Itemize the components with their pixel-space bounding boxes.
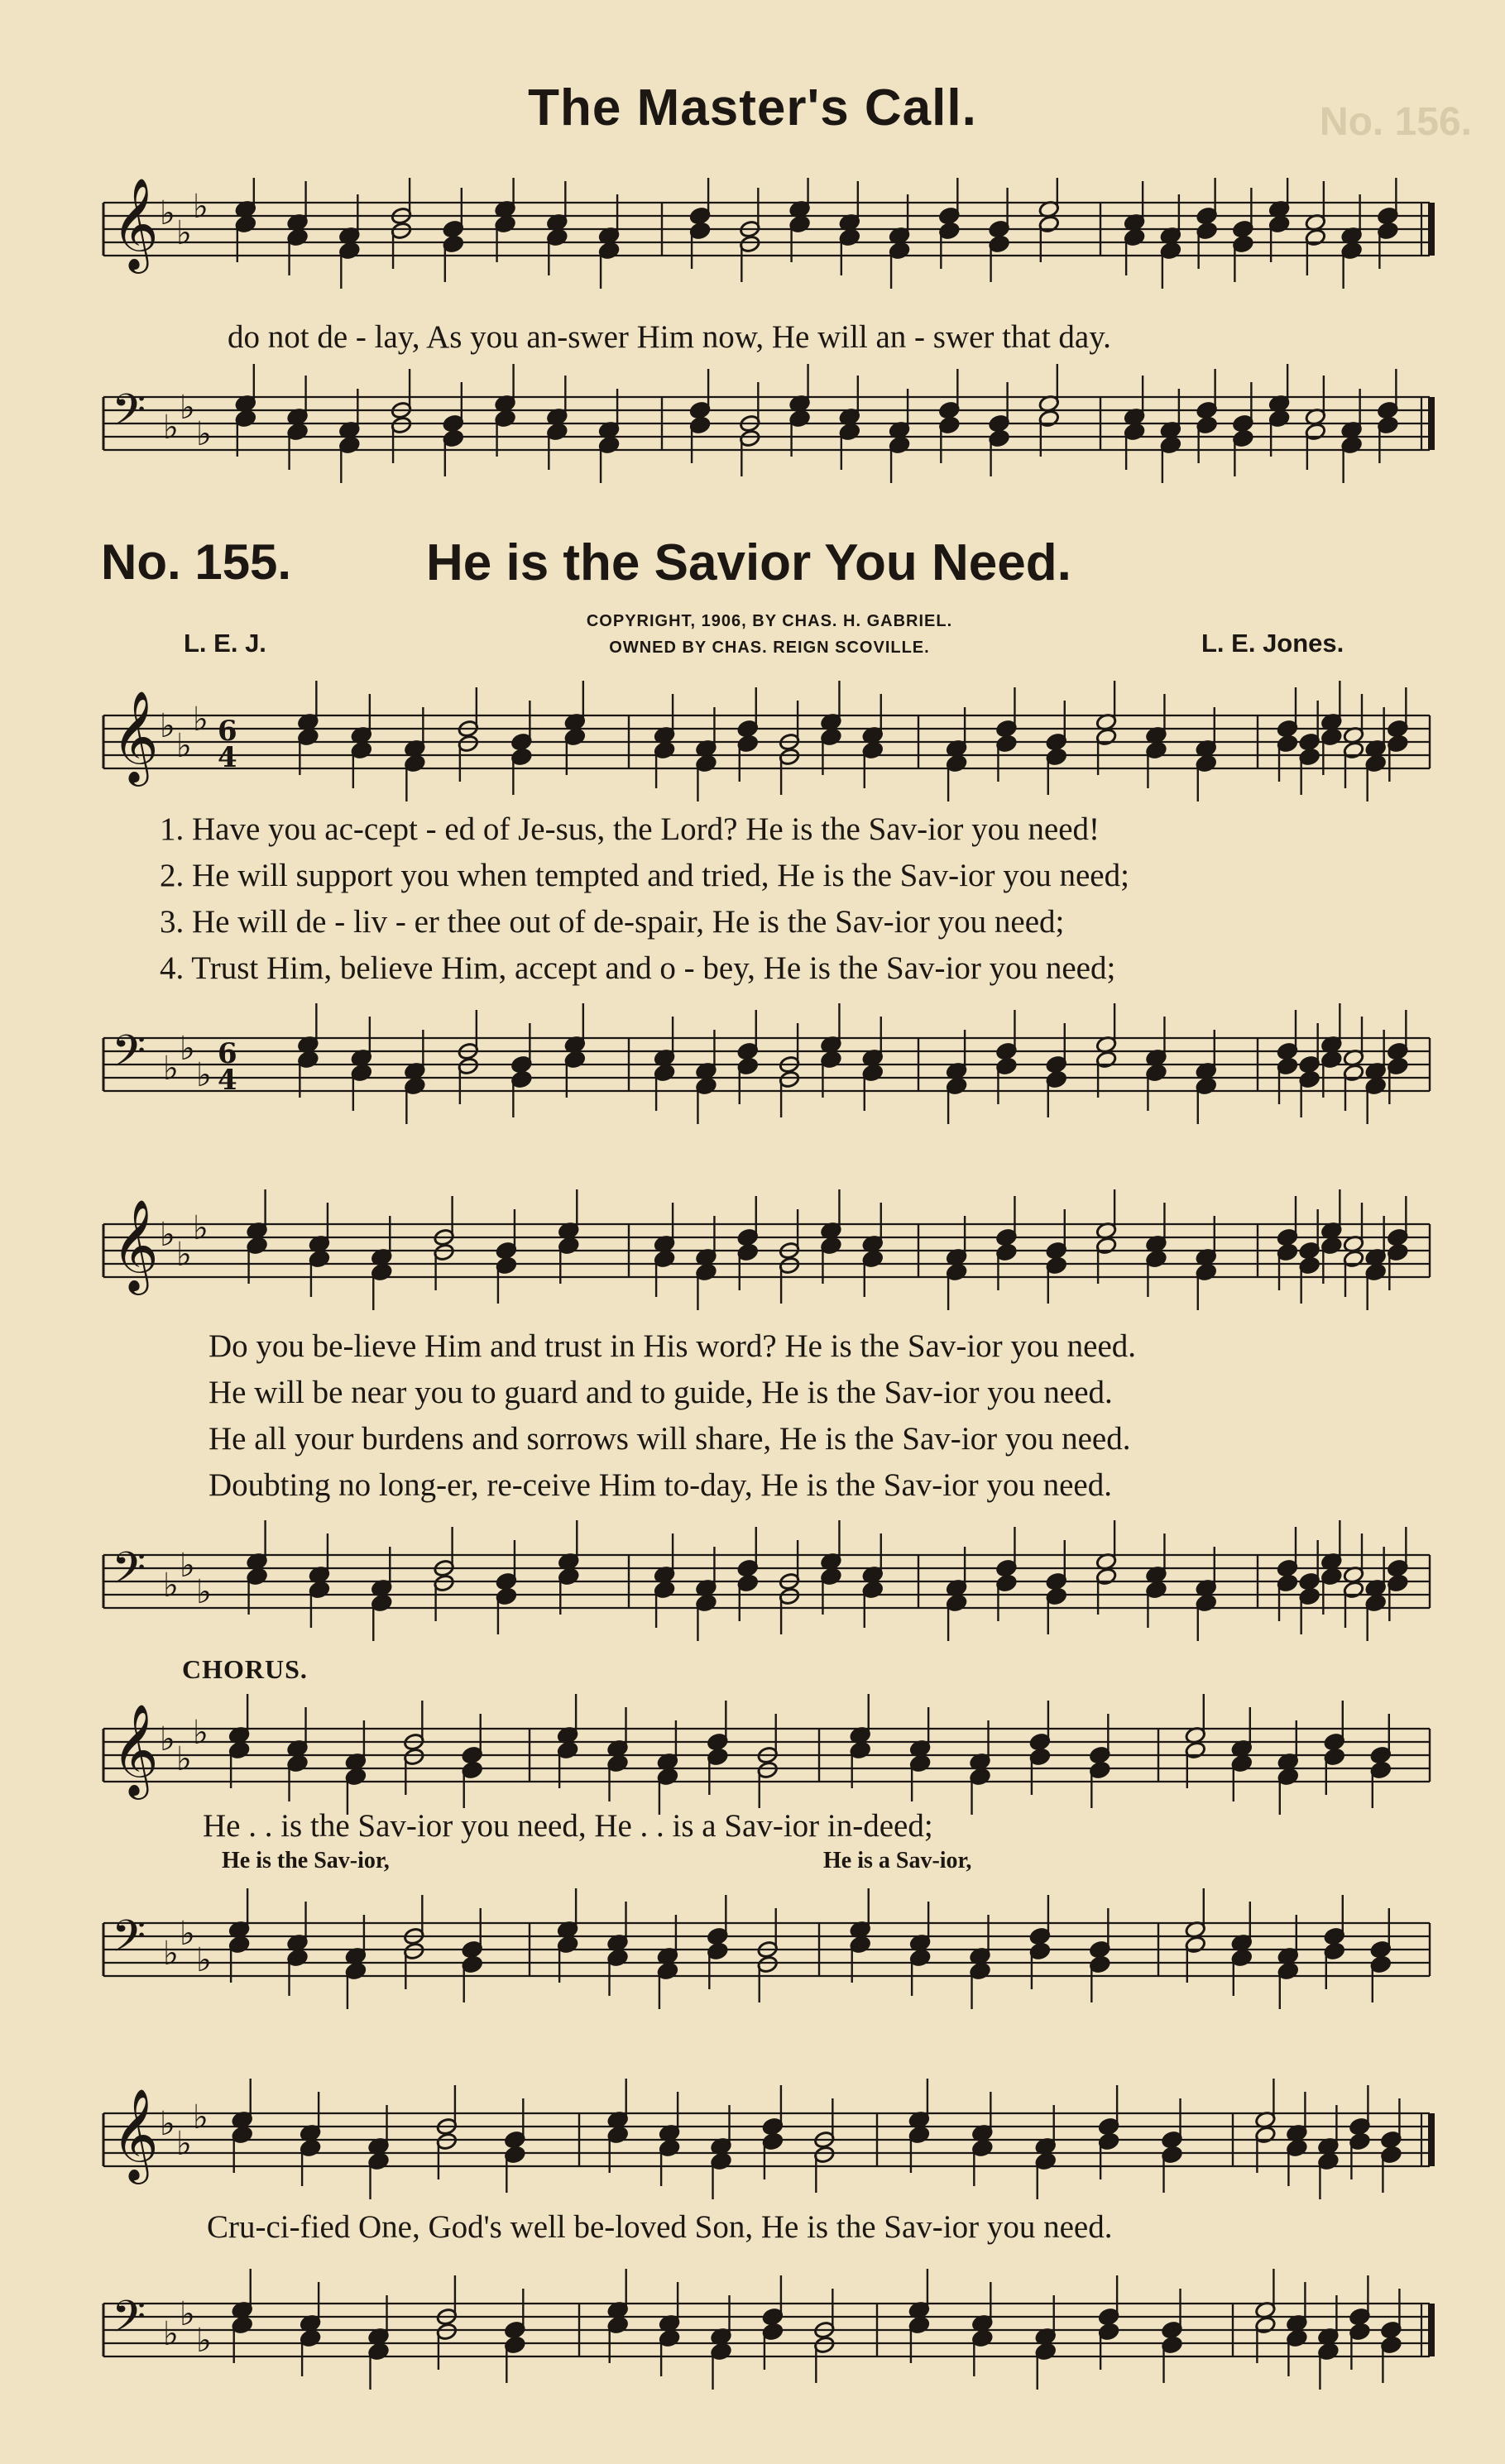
svg-text:𝄢: 𝄢 xyxy=(112,385,146,447)
system3-bass-staff xyxy=(0,1505,1505,1671)
svg-text:♭: ♭ xyxy=(180,1547,195,1585)
svg-text:𝄞: 𝄞 xyxy=(112,2088,159,2180)
svg-text:♭: ♭ xyxy=(196,2322,212,2360)
svg-text:♭: ♭ xyxy=(163,1567,179,1605)
verse-2-line-b: He will be near you to guard and to guide, He is the Sav-ior you need. xyxy=(208,1375,1113,1410)
bleed-through-mark: No. 156. xyxy=(1319,100,1472,144)
svg-text:♭: ♭ xyxy=(160,1216,175,1254)
hymn-number: No. 155. xyxy=(101,534,292,590)
svg-text:♭: ♭ xyxy=(180,1030,195,1068)
verse-4-line-a: 4. Trust Him, believe Him, accept and o - bey, He is the Sav-ior you need; xyxy=(160,950,1116,986)
svg-text:♭: ♭ xyxy=(196,415,212,453)
svg-text:♭: ♭ xyxy=(160,707,175,745)
final-bass-staff xyxy=(0,2254,1505,2419)
svg-text:♭: ♭ xyxy=(176,214,192,252)
svg-text:𝄞: 𝄞 xyxy=(112,690,159,782)
system2-bass-staff xyxy=(0,988,1505,1154)
svg-text:♭: ♭ xyxy=(193,2098,208,2136)
svg-text:♭: ♭ xyxy=(180,389,195,427)
svg-text:♭: ♭ xyxy=(193,701,208,739)
verse-3-line-a: 3. He will de - liv - er thee out of de-spair, He is the Sav-ior you need; xyxy=(160,904,1065,940)
lyricist-credit: L. E. J. xyxy=(184,629,266,658)
svg-text:♭: ♭ xyxy=(163,1050,179,1088)
svg-text:♭: ♭ xyxy=(193,188,208,226)
final-treble-staff xyxy=(0,2064,1505,2229)
verse-1-line-b: Do you be-lieve Him and trust in His word? He is the Sav-ior you need. xyxy=(208,1328,1137,1364)
svg-text:♭: ♭ xyxy=(176,2125,192,2163)
top-piece-title: The Master's Call. xyxy=(528,79,977,136)
svg-text:♭: ♭ xyxy=(160,2105,175,2143)
svg-text:4: 4 xyxy=(218,741,237,774)
composer-credit: L. E. Jones. xyxy=(1201,629,1344,658)
owner-line: OWNED BY CHAS. REIGN SCOVILLE. xyxy=(609,639,930,657)
svg-text:♭: ♭ xyxy=(180,1915,195,1953)
chorus-line-2: Cru-ci-fied One, God's well be-loved Son, He is the Sav-ior you need. xyxy=(207,2209,1113,2245)
svg-text:𝄞: 𝄞 xyxy=(112,1703,159,1796)
svg-text:♭: ♭ xyxy=(163,2315,179,2353)
copyright-line: COPYRIGHT, 1906, BY CHAS. H. GABRIEL. xyxy=(586,612,953,630)
verse-1-line-a: 1. Have you ac-cept - ed of Je-sus, the Lord? He is the Sav-ior you need! xyxy=(160,811,1100,847)
svg-text:♭: ♭ xyxy=(180,2295,195,2333)
svg-text:♭: ♭ xyxy=(160,1720,175,1758)
top-piece-lyric: do not de - lay, As you an-swer Him now, He will an - swer that day. xyxy=(228,319,1111,355)
verse-4-line-b: Doubting no long-er, re-ceive Him to-day, He is the Sav-ior you need. xyxy=(208,1467,1112,1503)
svg-text:♭: ♭ xyxy=(193,1209,208,1247)
verse-3-line-b: He all your burdens and sorrows will share, He is the Sav-ior you need. xyxy=(208,1421,1131,1457)
svg-text:♭: ♭ xyxy=(176,1236,192,1274)
top-bass-staff xyxy=(0,364,1505,529)
chorus-bass-staff xyxy=(0,1873,1505,2039)
svg-text:♭: ♭ xyxy=(196,1941,212,1979)
svg-text:𝄢: 𝄢 xyxy=(112,1911,146,1973)
svg-text:𝄞: 𝄞 xyxy=(112,178,159,270)
system3-treble-staff xyxy=(0,1175,1505,1340)
svg-text:6: 6 xyxy=(218,1037,237,1070)
chorus-sub-lyric-2: He is a Sav-ior, xyxy=(823,1848,972,1873)
svg-text:♭: ♭ xyxy=(176,1740,192,1778)
svg-text:♭: ♭ xyxy=(196,1573,212,1611)
svg-text:𝄞: 𝄞 xyxy=(112,1199,159,1291)
svg-text:4: 4 xyxy=(218,1064,237,1097)
svg-text:𝄢: 𝄢 xyxy=(112,1026,146,1088)
svg-text:𝄢: 𝄢 xyxy=(112,2292,146,2353)
chorus-sub-lyric-1: He is the Sav-ior, xyxy=(222,1848,390,1873)
svg-text:♭: ♭ xyxy=(163,409,179,447)
svg-text:♭: ♭ xyxy=(176,727,192,765)
hymn-title: He is the Savior You Need. xyxy=(426,534,1071,591)
svg-text:♭: ♭ xyxy=(193,1714,208,1752)
system2-treble-staff xyxy=(0,666,1505,831)
svg-text:𝄢: 𝄢 xyxy=(112,1543,146,1605)
svg-text:♭: ♭ xyxy=(160,194,175,232)
chorus-line-1: He . . is the Sav-ior you need, He . . is a Sav-ior in-deed; xyxy=(203,1808,933,1844)
verse-2-line-a: 2. He will support you when tempted and tried, He is the Sav-ior you need; xyxy=(160,858,1129,893)
svg-text:♭: ♭ xyxy=(163,1935,179,1973)
svg-text:6: 6 xyxy=(218,715,237,748)
chorus-label: CHORUS. xyxy=(182,1654,308,1684)
svg-text:♭: ♭ xyxy=(196,1056,212,1094)
